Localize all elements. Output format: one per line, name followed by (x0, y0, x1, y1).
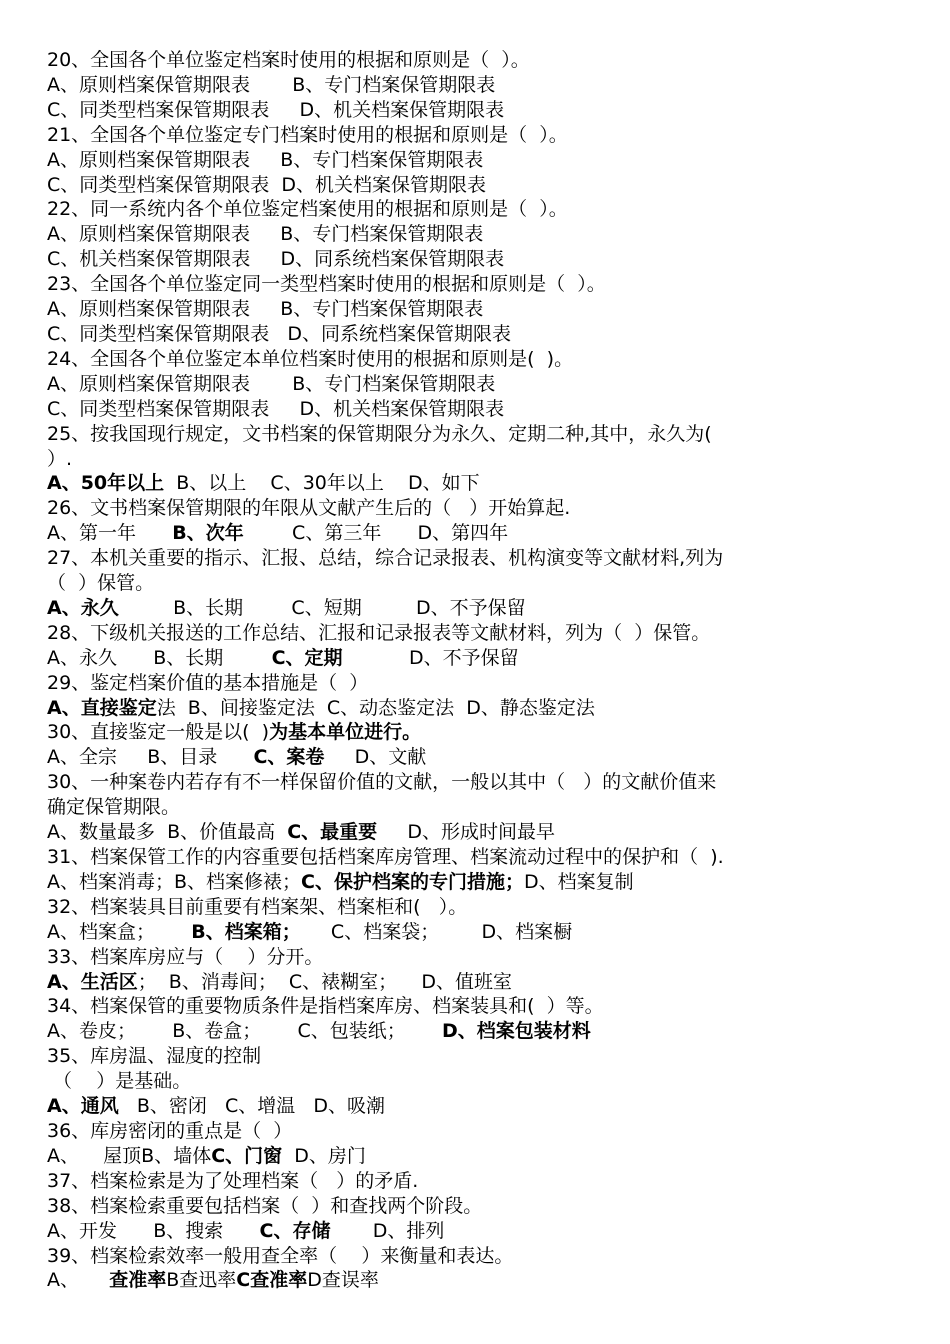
line-text: 29、鉴定档案价值的基本措施是（ ） (47, 671, 369, 694)
text-line (47, 621, 910, 646)
answer-text: C、门窗 (211, 1144, 283, 1167)
text-line (47, 546, 910, 571)
answer-text: C、存储 (259, 1219, 331, 1242)
text-line (47, 471, 910, 496)
line-text: C、同类型档案保管期限表 D、机关档案保管期限表 (47, 173, 486, 196)
line-text: 33、档案库房应与（ ）分开。 (47, 945, 324, 968)
text-line (47, 895, 910, 920)
text-line (47, 521, 910, 546)
text-line (47, 795, 910, 820)
line-text: C、档案袋； D、档案橱 (300, 920, 573, 943)
text-line (47, 173, 910, 198)
text-line (47, 720, 910, 745)
text-line (47, 48, 910, 73)
answer-text: B、档案箱； (191, 920, 301, 943)
text-line (47, 1019, 910, 1044)
text-line (47, 596, 910, 621)
answer-text: A、生活区 (47, 970, 138, 993)
line-text: C、机关档案保管期限表 D、同系统档案保管期限表 (47, 248, 505, 271)
line-text: C、同类型档案保管期限表 D、机关档案保管期限表 (47, 98, 505, 121)
text-line (47, 297, 910, 322)
line-text: A、卷皮； B、卷盒； C、包装纸； (47, 1020, 443, 1043)
line-text: 法 B、间接鉴定法 C、动态鉴定法 D、静态鉴定法 (156, 696, 595, 719)
line-text: A、全宗 B、目录 (47, 746, 254, 769)
answer-text: B、次年 (172, 522, 244, 545)
text-line (47, 994, 910, 1019)
line-text: 23、全国各个单位鉴定同一类型档案时使用的根据和原则是（ ）。 (47, 273, 606, 296)
line-text: A、原则档案保管期限表 B、专门档案保管期限表 (47, 372, 496, 395)
text-line (47, 1144, 910, 1169)
text-line (47, 820, 910, 845)
line-text: D、文献 (324, 746, 427, 769)
text-line (47, 1044, 910, 1069)
text-line (47, 397, 910, 422)
text-line (47, 447, 910, 472)
text-line (47, 646, 910, 671)
line-text: A、档案消毒；B、档案修裱； (47, 870, 302, 893)
line-text: A、第一年 (47, 522, 173, 545)
text-line (47, 98, 910, 123)
answer-text: 为基本单位进行。 (269, 721, 422, 744)
line-text: B查迅率 (166, 1269, 237, 1292)
line-text: D、房门 (282, 1144, 366, 1167)
line-text: A、原则档案保管期限表 B、专门档案保管期限表 (47, 73, 496, 96)
text-line (47, 123, 910, 148)
line-text: 28、下级机关报送的工作总结、汇报和记录报表等文献材料，列为（ ）保管。 (47, 621, 711, 644)
text-line (47, 422, 910, 447)
line-text: A、开发 B、搜索 (47, 1219, 260, 1242)
line-text: 20、全国各个单位鉴定档案时使用的根据和原则是（ ）。 (47, 49, 530, 71)
line-text: D查误率 (307, 1269, 379, 1292)
line-text: D、排列 (330, 1219, 445, 1242)
line-text: 37、档案检索是为了处理档案（ ）的矛盾. (47, 1169, 419, 1192)
text-line (47, 197, 910, 222)
line-text: C、同类型档案保管期限表 D、机关档案保管期限表 (47, 397, 505, 420)
line-text: C、同类型档案保管期限表 D、同系统档案保管期限表 (47, 322, 512, 345)
text-line (47, 745, 910, 770)
text-line (47, 920, 910, 945)
text-line (47, 770, 910, 795)
answer-text: C、最重要 (287, 821, 378, 844)
line-text: 30、一种案卷内若存有不一样保留价值的文献，一般以其中（ ）的文献价值来 (47, 771, 717, 794)
line-text: 34、档案保管的重要物质条件是指档案库房、档案装具和( ）等。 (47, 995, 604, 1018)
answer-text: A、永久 (47, 596, 119, 619)
line-text: 36、库房密闭的重点是（ ） (47, 1119, 293, 1142)
answer-text: C、定期 (271, 646, 343, 669)
text-line (47, 671, 910, 696)
text-line (47, 347, 910, 372)
answer-text: D、档案包装材料 (442, 1020, 591, 1043)
answer-text: C、保护档案的专门措施； (301, 870, 524, 893)
text-line (47, 148, 910, 173)
line-text: B、密闭 C、增温 D、吸潮 (118, 1095, 386, 1118)
line-text: 25、按我国现行规定，文书档案的保管期限分为永久、定期二种,其中，永久为( (47, 422, 712, 445)
line-text: 35、库房温、湿度的控制 (47, 1045, 262, 1068)
line-text: 30、直接鉴定一般是以( ) (47, 721, 270, 744)
line-text: 39、档案检索效率一般用查全率（ ）来衡量和表达。 (47, 1244, 514, 1267)
line-text: C、第三年 D、第四年 (243, 522, 509, 545)
text-line (47, 322, 910, 347)
line-text: 24、全国各个单位鉴定本单位档案时使用的根据和原则是( )。 (47, 347, 574, 370)
text-line (47, 1169, 910, 1194)
text-line (47, 870, 910, 895)
line-text: B、长期 C、短期 D、不予保留 (118, 596, 526, 619)
line-text: A、原则档案保管期限表 B、专门档案保管期限表 (47, 223, 484, 246)
line-text: ）. (47, 447, 73, 470)
text-line (47, 1244, 910, 1269)
line-text: 确定保管期限。 (47, 796, 181, 819)
line-text: 27、本机关重要的指示、汇报、总结，综合记录报表、机构演变等文献材料,列为 (47, 547, 724, 570)
text-line (47, 945, 910, 970)
text-line (47, 696, 910, 721)
line-text: ； B、消毒间； C、裱糊室； D、值班室 (137, 970, 512, 993)
line-text: 21、全国各个单位鉴定专门档案时使用的根据和原则是（ ）。 (47, 123, 568, 146)
line-text: 26、文书档案保管期限的年限从文献产生后的（ ）开始算起. (47, 497, 571, 520)
text-line (47, 845, 910, 870)
text-line (47, 272, 910, 297)
answer-text: C查准率 (236, 1269, 308, 1292)
line-text: A、数量最多 B、价值最高 (47, 821, 288, 844)
line-text: （ ）保管。 (47, 572, 155, 595)
answer-text: A、直接鉴定 (47, 696, 157, 719)
text-line (47, 970, 910, 995)
text-line (47, 73, 910, 98)
line-text: D、档案复制 (524, 870, 634, 893)
text-line (47, 1194, 910, 1219)
line-text: （ ）是基础。 (47, 1070, 192, 1093)
text-line (47, 1119, 910, 1144)
text-line (47, 247, 910, 272)
line-text: A、原则档案保管期限表 B、专门档案保管期限表 (47, 298, 484, 321)
line-text: 31、档案保管工作的内容重要包括档案库房管理、档案流动过程中的保护和（ ). (47, 846, 724, 868)
line-text: A、 (47, 1269, 110, 1292)
text-line (47, 571, 910, 596)
text-line (47, 1268, 910, 1293)
line-text: 22、同一系统内各个单位鉴定档案使用的根据和原则是（ ）。 (47, 198, 568, 221)
line-text: B、以上 C、30年以上 D、如下 (164, 472, 480, 495)
line-text: A、档案盒； (47, 920, 192, 943)
text-line (47, 222, 910, 247)
text-line (47, 1069, 910, 1094)
line-text: D、不予保留 (342, 646, 519, 669)
line-text: A、永久 B、长期 (47, 646, 272, 669)
answer-text: A、50年以上 (47, 472, 165, 495)
answer-text: C、案卷 (253, 746, 325, 769)
line-text: 32、档案装具目前重要有档案架、档案柜和( ）。 (47, 895, 468, 918)
line-text: A、原则档案保管期限表 B、专门档案保管期限表 (47, 148, 484, 171)
answer-text: 查准率 (109, 1269, 167, 1292)
text-line (47, 1219, 910, 1244)
line-text: D、形成时间最早 (377, 821, 555, 844)
line-text: 38、档案检索重要包括档案（ ）和查找两个阶段。 (47, 1194, 483, 1217)
line-text: A、 屋顶B、墙体 (47, 1144, 212, 1167)
text-line (47, 372, 910, 397)
text-line (47, 496, 910, 521)
text-line (47, 1094, 910, 1119)
answer-text: A、通风 (47, 1095, 119, 1118)
